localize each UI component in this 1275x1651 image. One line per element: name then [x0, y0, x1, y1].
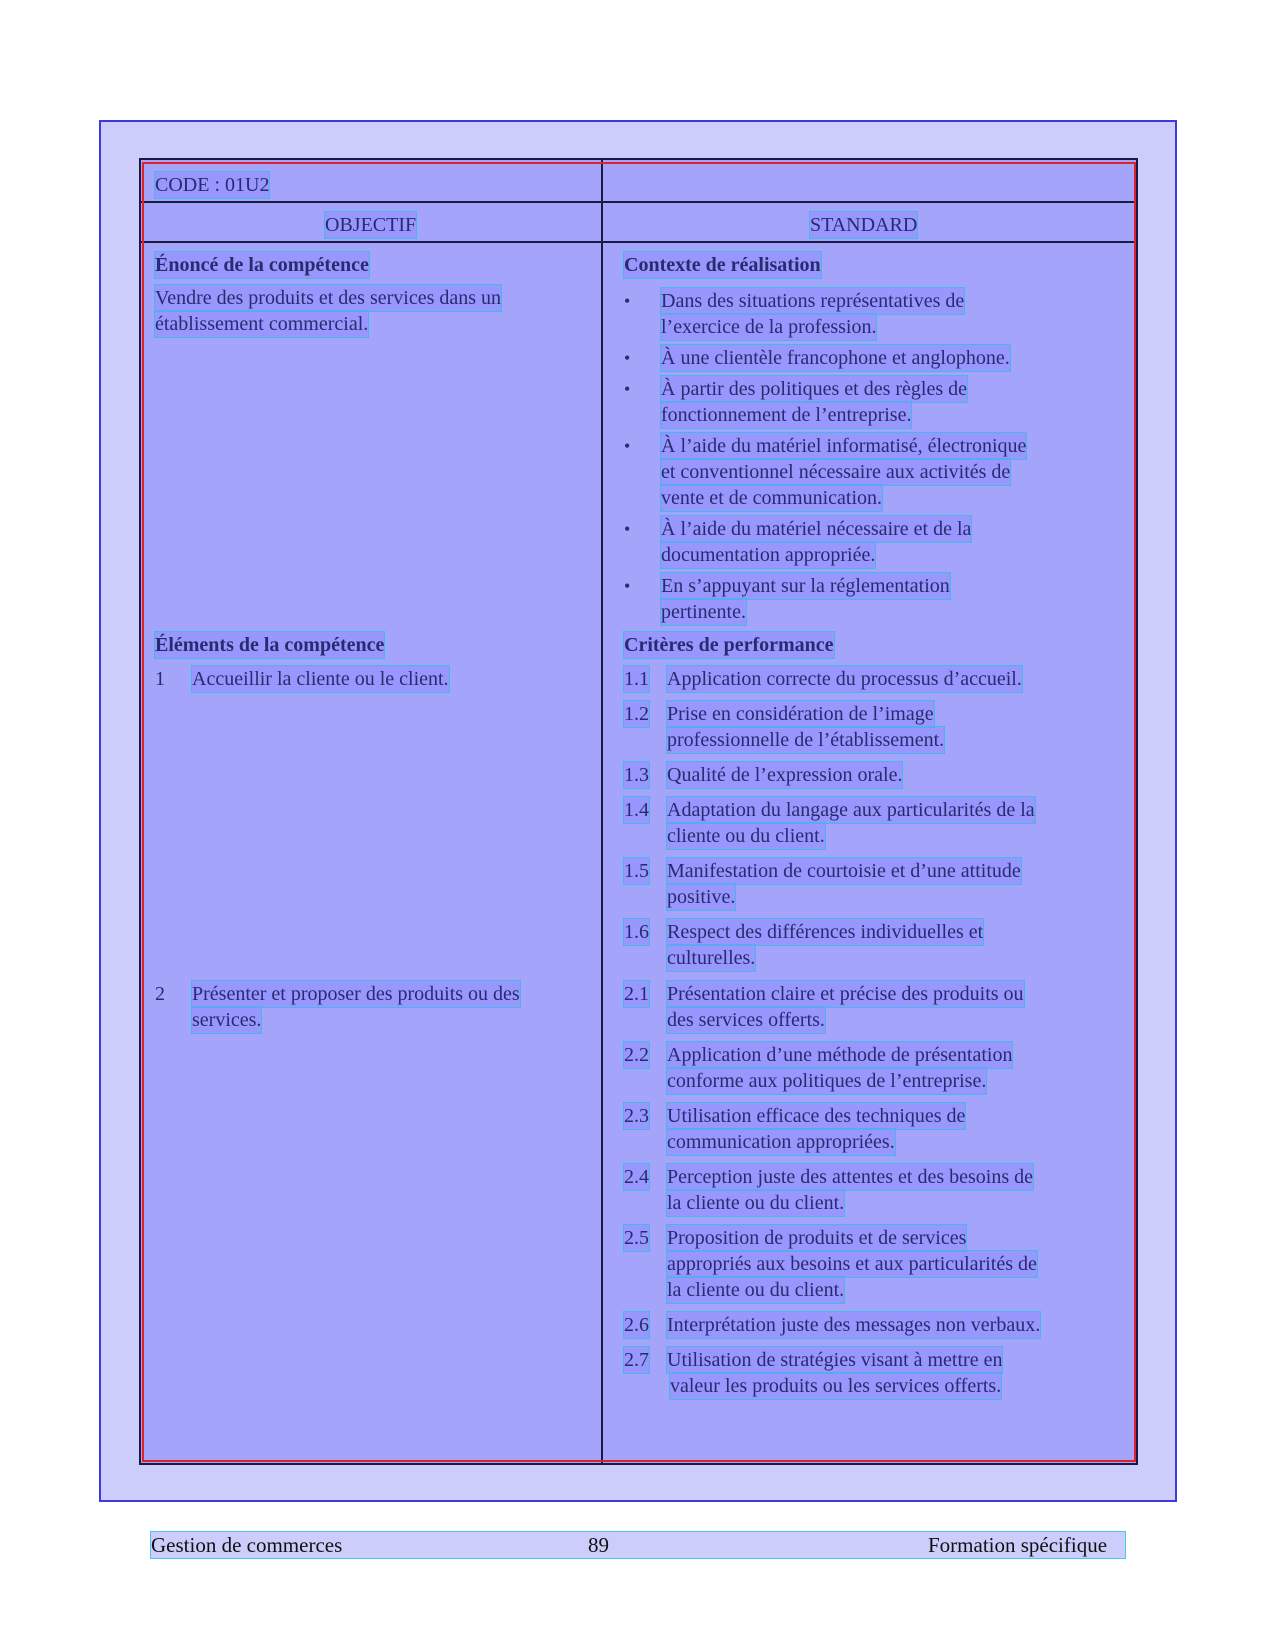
critere-2-1-line-2: des services offerts. [667, 1009, 825, 1031]
contexte-4-line-3: vente et de communication. [661, 487, 883, 509]
critere-2-6-line-1: Interprétation juste des messages non verbaux. [667, 1314, 1041, 1336]
critere-1-5-line-1: Manifestation de courtoisie et d’une attitude [667, 860, 1021, 882]
bullet-6: • [624, 576, 631, 596]
critere-2-7-line-1: Utilisation de stratégies visant à mettre en [667, 1349, 1003, 1371]
element-2-line-2: services. [192, 1009, 262, 1031]
critere-2-1-line-1: Présentation claire et précise des produits ou [667, 983, 1024, 1005]
table-divider-header [139, 241, 1138, 243]
footer-left: Gestion de commerces [151, 1533, 343, 1557]
table-divider-code [139, 201, 1138, 203]
contexte-4-line-1: À l’aide du matériel informatisé, électronique [661, 435, 1027, 457]
critere-1-4-line-2: cliente ou du client. [667, 825, 825, 847]
critere-1-6-line-1: Respect des différences individuelles et [667, 921, 984, 943]
contexte-3-line-2: fonctionnement de l’entreprise. [661, 404, 912, 426]
enonce-line-1: Vendre des produits et des services dans un [155, 287, 502, 309]
contexte-5-line-2: documentation appropriée. [661, 544, 876, 566]
element-2-line-1: Présenter et proposer des produits ou des [192, 983, 520, 1005]
critere-1-2-line-1: Prise en considération de l’image [667, 703, 934, 725]
critere-number: 1.5 [624, 860, 649, 882]
contexte-1-line-1: Dans des situations représentatives de [661, 290, 965, 312]
critere-number: 2.1 [624, 983, 649, 1005]
critere-number: 2.6 [624, 1314, 649, 1336]
critere-1-6-line-2: culturelles. [667, 947, 756, 969]
critere-1-3-line-1: Qualité de l’expression orale. [667, 764, 903, 786]
critere-2-5-line-2: appropriés aux besoins et aux particularités de [667, 1253, 1037, 1275]
critere-number: 1.1 [624, 668, 649, 690]
contexte-3-line-1: À partir des politiques et des règles de [661, 378, 968, 400]
contexte-4-line-2: et conventionnel nécessaire aux activités de [661, 461, 1011, 483]
header-standard: STANDARD [810, 214, 918, 236]
critere-2-5-line-3: la cliente ou du client. [667, 1279, 845, 1301]
critere-number: 1.4 [624, 799, 649, 821]
contexte-title: Contexte de réalisation [624, 254, 821, 276]
contexte-6-line-2: pertinente. [661, 601, 746, 623]
enonce-line-2: établissement commercial. [155, 313, 369, 335]
footer-right: Formation spécifique [928, 1533, 1108, 1557]
contexte-5-line-1: À l’aide du matériel nécessaire et de la [661, 518, 972, 540]
criteres-title: Critères de performance [624, 634, 834, 656]
critere-2-4-line-2: la cliente ou du client. [667, 1192, 845, 1214]
element-number-1: 1 [155, 668, 165, 690]
critere-number: 2.4 [624, 1166, 649, 1188]
critere-number: 2.3 [624, 1105, 649, 1127]
critere-number: 1.3 [624, 764, 649, 786]
critere-number: 2.5 [624, 1227, 649, 1249]
critere-1-2-line-2: professionnelle de l’établissement. [667, 729, 945, 751]
critere-1-4-line-1: Adaptation du langage aux particularités de la [667, 799, 1035, 821]
bullet-5: • [624, 519, 631, 539]
bullet-2: • [624, 348, 631, 368]
bullet-4: • [624, 436, 631, 456]
critere-2-3-line-1: Utilisation efficace des techniques de [667, 1105, 966, 1127]
critere-2-4-line-1: Perception juste des attentes et des besoins de [667, 1166, 1034, 1188]
critere-number: 1.2 [624, 703, 649, 725]
critere-2-2-line-2: conforme aux politiques de l’entreprise. [667, 1070, 987, 1092]
header-objectif: OBJECTIF [325, 214, 417, 236]
critere-1-5-line-2: positive. [667, 886, 736, 908]
critere-2-3-line-2: communication appropriées. [667, 1131, 895, 1153]
code-label: CODE : 01U2 [155, 174, 270, 196]
critere-number: 2.7 [624, 1349, 649, 1371]
enonce-title: Énoncé de la compétence [155, 254, 369, 276]
element-1-line-1: Accueillir la cliente ou le client. [192, 668, 449, 690]
table-column-divider [601, 158, 603, 1465]
bullet-1: • [624, 291, 631, 311]
footer-page-number: 89 [588, 1533, 609, 1557]
critere-number: 2.2 [624, 1044, 649, 1066]
critere-2-5-line-1: Proposition de produits et de services [667, 1227, 967, 1249]
bullet-3: • [624, 379, 631, 399]
contexte-6-line-1: En s’appuyant sur la réglementation [661, 575, 950, 597]
critere-2-7-line-2: valeur les produits ou les services offerts. [670, 1375, 1002, 1397]
elements-title: Éléments de la compétence [155, 634, 385, 656]
critere-1-1-line-1: Application correcte du processus d’accueil. [667, 668, 1022, 690]
critere-2-2-line-1: Application d’une méthode de présentation [667, 1044, 1013, 1066]
contexte-1-line-2: l’exercice de la profession. [661, 316, 877, 338]
element-number-2: 2 [155, 983, 165, 1005]
contexte-2-line-1: À une clientèle francophone et anglophone. [661, 347, 1010, 369]
critere-number: 1.6 [624, 921, 649, 943]
